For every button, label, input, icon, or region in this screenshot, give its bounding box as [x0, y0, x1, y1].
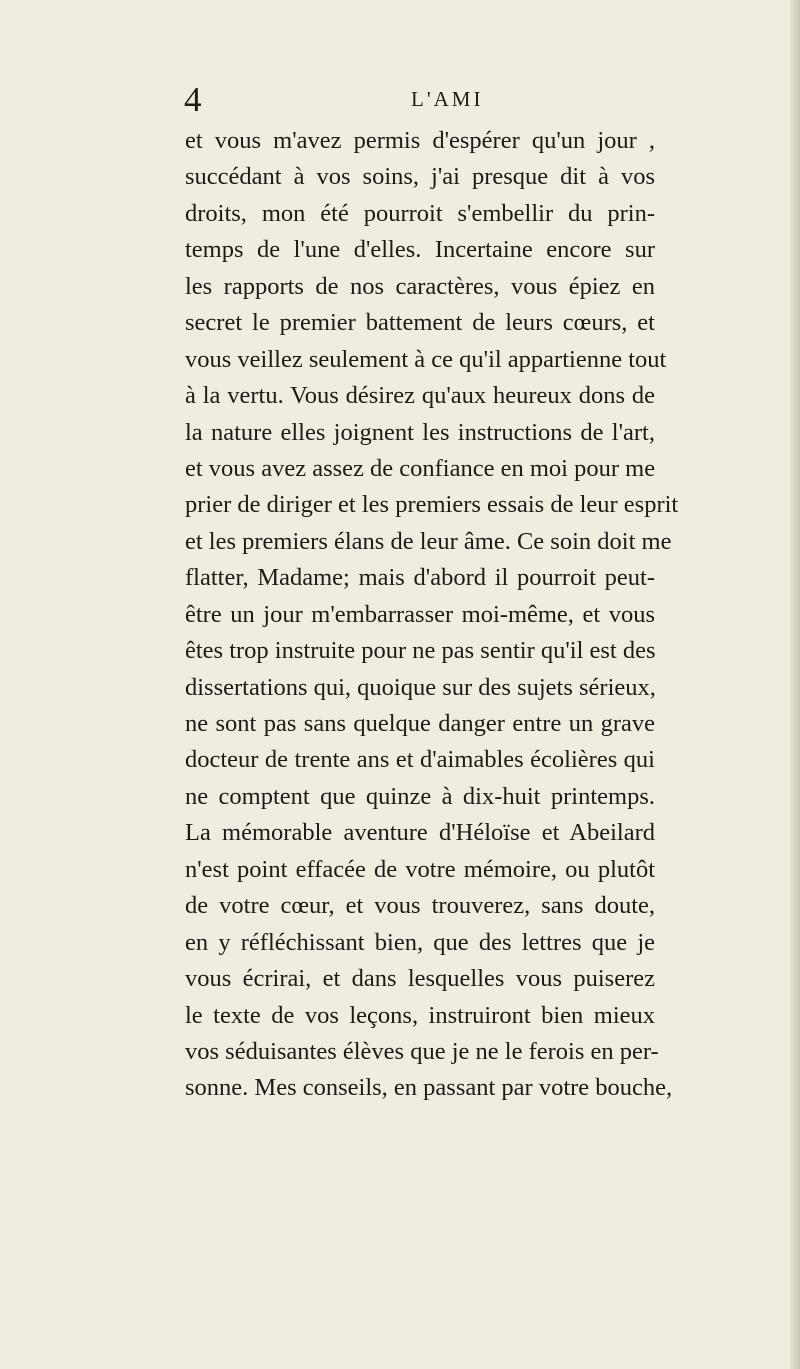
text-line: temps de l'une d'elles. Incertaine encore sur [185, 236, 655, 264]
text-line: être un jour m'embarrasser moi-même, et vous [185, 600, 655, 628]
text-line: sonne. Mes conseils, en passant par votre bouche, [185, 1074, 673, 1102]
text-line: n'est point effacée de votre mémoire, ou plutôt [185, 855, 655, 883]
text-line: et les premiers élans de leur âme. Ce soin doit me [185, 527, 672, 555]
text-line: les rapports de nos caractères, vous épiez en [185, 272, 655, 300]
text-line: flatter, Madame; mais d'abord il pourroit peut- [185, 564, 655, 592]
text-line: à la vertu. Vous désirez qu'aux heureux dons de [185, 382, 655, 410]
text-line: vos séduisantes élèves que je ne le ferois en per- [185, 1037, 659, 1065]
page-edge [790, 0, 800, 1369]
text-line: ne sont pas sans quelque danger entre un grave [185, 710, 655, 737]
text-line: êtes trop instruite pour ne pas sentir qu'il est des [185, 637, 656, 665]
text-line: dissertations qui, quoique sur des sujets sérieux, [185, 673, 656, 701]
text-line: secret le premier battement de leurs cœurs, et [185, 309, 655, 337]
text-line: en y réfléchissant bien, que des lettres que je [185, 928, 655, 956]
text-line: et vous avez assez de confiance en moi pour me [185, 454, 656, 482]
text-line: la nature elles joignent les instructions de l'art, [185, 418, 655, 446]
body-text [185, 123, 679, 1107]
text-line: le texte de vos leçons, instruiront bien mieux [185, 1001, 655, 1029]
text-line: prier de diriger et les premiers essais de leur esprit [185, 491, 679, 519]
text-line: La mémorable aventure d'Héloïse et Abeilard [185, 819, 655, 847]
text-line: succédant à vos soins, j'ai presque dit à vos [185, 163, 655, 191]
text-line: ne comptent que quinze à dix-huit printemps. [185, 782, 655, 810]
text-line: de votre cœur, et vous trouverez, sans doute, [185, 892, 655, 920]
text-line: vous veillez seulement à ce qu'il appartienne tout [185, 345, 667, 373]
running-head: L'AMI [411, 87, 484, 111]
page-number: 4 [184, 80, 202, 119]
text-line: vous écrirai, et dans lesquelles vous puiserez [185, 965, 655, 993]
page-header [0, 80, 800, 120]
text-line: et vous m'avez permis d'espérer qu'un jour , [185, 127, 655, 154]
text-line: docteur de trente ans et d'aimables écolières qui [185, 746, 655, 774]
text-line: droits, mon été pourroit s'embellir du prin- [185, 199, 655, 227]
